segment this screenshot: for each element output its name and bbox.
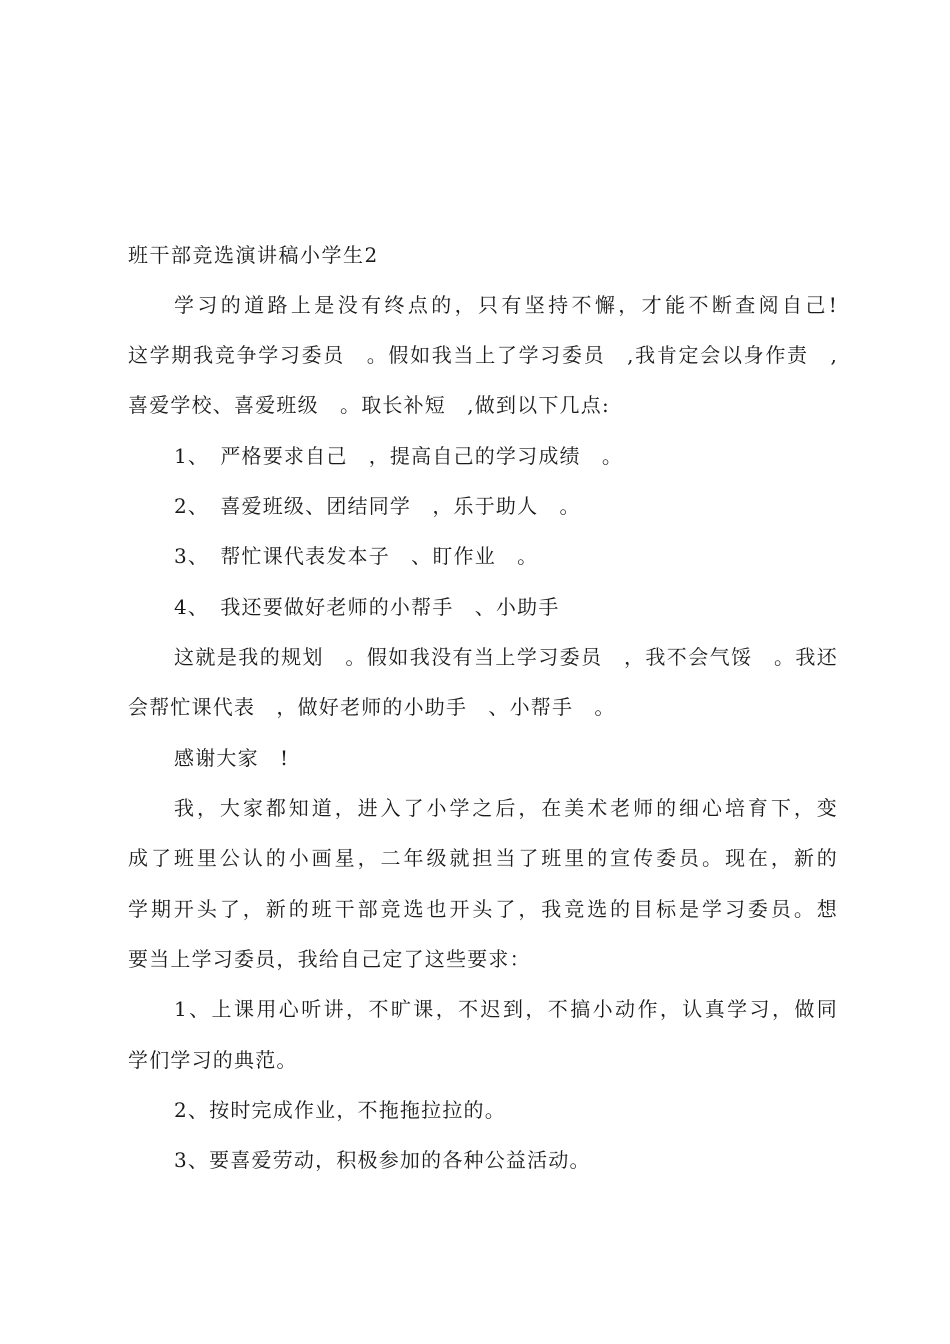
list-item: 2、 喜爱班级、团结同学 ，乐于助人 。 [174, 494, 581, 518]
list-item-continuation: 学们学习的典范。 [128, 1048, 298, 1072]
list-item: 3、 帮忙课代表发本子 、盯作业 。 [174, 544, 539, 568]
paragraph-line: 这就是我的规划 。假如我没有当上学习委员 ，我不会气馁 。我还 [174, 645, 838, 669]
list-item: 1、 严格要求自己 ，提高自己的学习成绩 。 [174, 444, 624, 468]
closing-line: 感谢大家 ! [174, 746, 290, 770]
paragraph-line: 我，大家都知道，进入了小学之后，在美术老师的细心培育下，变 [174, 796, 838, 820]
list-item: 2、按时完成作业，不拖拖拉拉的。 [174, 1098, 506, 1122]
list-item: 3、要喜爱劳动，积极参加的各种公益活动。 [174, 1148, 591, 1172]
list-item: 1、上课用心听讲，不旷课，不迟到，不搞小动作，认真学习，做同 [174, 997, 838, 1021]
paragraph-line: 这学期我竞争学习委员 。假如我当上了学习委员 ,我肯定会以身作责 , [128, 343, 838, 367]
list-item: 4、 我还要做好老师的小帮手 、小助手 [174, 595, 560, 619]
document-title: 班干部竞选演讲稿小学生2 [128, 243, 379, 267]
paragraph-line: 喜爱学校、喜爱班级 。取长补短 ,做到以下几点: [128, 393, 610, 417]
paragraph-line: 学习的道路上是没有终点的，只有坚持不懈，才能不断查阅自己! [174, 293, 838, 317]
paragraph-line: 学期开头了，新的班干部竞选也开头了，我竞选的目标是学习委员。想 [128, 897, 838, 921]
paragraph-line: 成了班里公认的小画星，二年级就担当了班里的宣传委员。现在，新的 [128, 846, 838, 870]
paragraph-line: 要当上学习委员，我给自己定了这些要求： [128, 947, 531, 971]
paragraph-line: 会帮忙课代表 ，做好老师的小助手 、小帮手 。 [128, 695, 616, 719]
